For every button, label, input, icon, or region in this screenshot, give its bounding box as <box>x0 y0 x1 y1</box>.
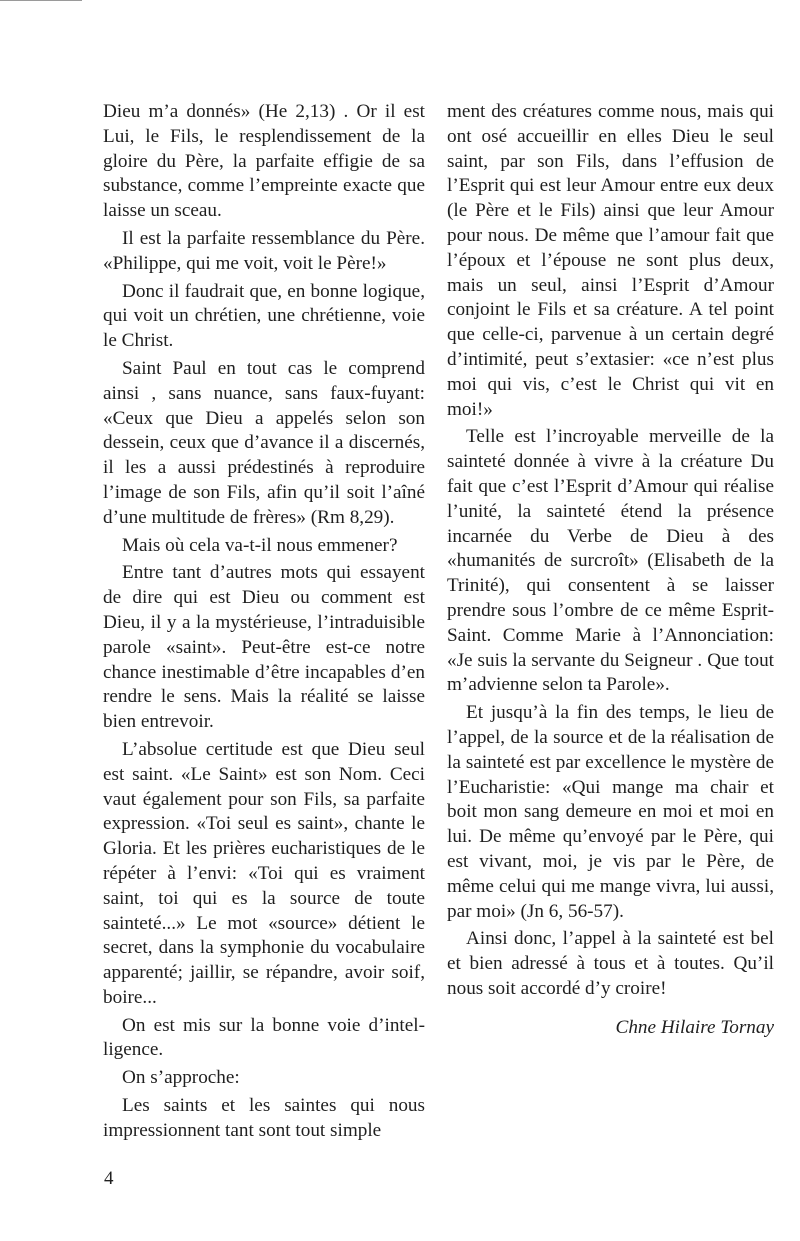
paragraph: Les saints et les saintes qui nous impressionnent tant sont tout simple <box>103 1095 425 1141</box>
right-column <box>447 100 774 1043</box>
paragraph: Telle est l’incroyable merveille de la sainteté donnée à vivre à la créature Du fait que c’est l’Esprit d’Amour qui réalise l’unité, la sainteté étend la présence incarnée du Verbe de Dieu à des «humanités de surcroît» (Elisabeth de la Trinité), qui consentent à se laisser prendre sous l’ombre de ce même Esprit-Saint. Comme Marie à l’Annonciation: «Je suis la servante du Seigneur . Que tout m’advienne selon ta Parole». <box>447 426 774 696</box>
paragraph: Saint Paul en tout cas le comprend ainsi , sans nuance, sans faux-fuyant: «Ceux que Dieu a appelés selon son dessein, ceux que d’avance il a discernés, il les a aussi prédestinés à reproduire l’image de son Fils, afin qu’il soit l’aîné d’une multitude de frères» (Rm 8,29). <box>103 357 425 528</box>
author-signature: Chne Hilaire Tornay <box>615 1016 774 1038</box>
paragraph: Il est la parfaite ressemblance du Père. «Philippe, qui me voit, voit le Père!» <box>103 227 425 274</box>
paragraph: Entre tant d’autres mots qui essayent de dire qui est Dieu ou comment est Dieu, il y a la mystérieuse, l’intraduisible parole «saint». Peut-être est-ce notre chance inestimable d’être incapables d’en rendre le sens. Mais la réalité se laisse bien entrevoir. <box>103 562 425 733</box>
paragraph: Dieu m’a donnés» (He 2,13) . Or il est Lui, le Fils, le resplendissement de la gloire du Père, la parfaite effigie de sa substance, comme l’empreinte exacte que laisse un sceau. <box>103 101 425 222</box>
page-number: 4 <box>104 1168 114 1189</box>
paragraph: Donc il faudrait que, en bonne logique, qui voit un chrétien, une chrétienne, voie le Christ. <box>103 280 425 352</box>
paragraph: On s’approche: <box>122 1067 240 1089</box>
paragraph: Ainsi donc, l’appel à la sainteté est bel et bien adressé à tous et à toutes. Qu’il nous soit accordé d’y croire! <box>447 928 774 999</box>
paragraph: L’absolue certitude est que Dieu seul est saint. «Le Saint» est son Nom. Ceci vaut également pour son Fils, sa parfaite expression. «Toi seul es saint», chante le Gloria. Et les prières eucharistiques de le répéter à l’envi: «Toi qui es vraiment saint, toi qui es la source de toute sainteté...» Le mot «source» détient le secret, dans la symphonie du vocabulaire apparenté; jaillir, se répandre, avoir soif, boire... <box>103 738 425 1008</box>
top-left-rule <box>0 0 82 1</box>
paragraph-continuation: ment des créatures comme nous, mais qui ont osé accueillir en elles Dieu le seul saint, par son Fils, dans l’effusion de l’Esprit qui est leur Amour entre eux deux (le Père et le Fils) ainsi que leur Amour pour nous. De même que l’amour fait que l’époux et l’épouse ne sont plus deux, mais un seul, ainsi l’Esprit d’Amour conjoint le Fils et sa créature. A tel point que celle-ci, parvenue à un certain degré d’intimité, peut s’extasier: «ce n’est plus moi qui vis, c’est le Christ qui vit en moi!» <box>447 101 774 420</box>
paragraph: Mais où cela va-t-il nous emmener? <box>122 534 398 556</box>
paragraph: On est mis sur la bonne voie d’intelligence. <box>103 1014 425 1061</box>
paragraph: Et jusqu’à la fin des temps, le lieu de l’appel, de la source et de la réalisation de la sainteté est par excellence le mystère de l’Eucharistie: «Qui mange ma chair et boit mon sang demeure en moi et moi en lui. De même qu’envoyé par le Père, qui est vivant, moi, je vis par le Père, de même celui qui me mange vivra, lui aussi, par moi» (Jn 6, 56-57). <box>447 702 774 922</box>
left-column <box>103 100 425 1147</box>
